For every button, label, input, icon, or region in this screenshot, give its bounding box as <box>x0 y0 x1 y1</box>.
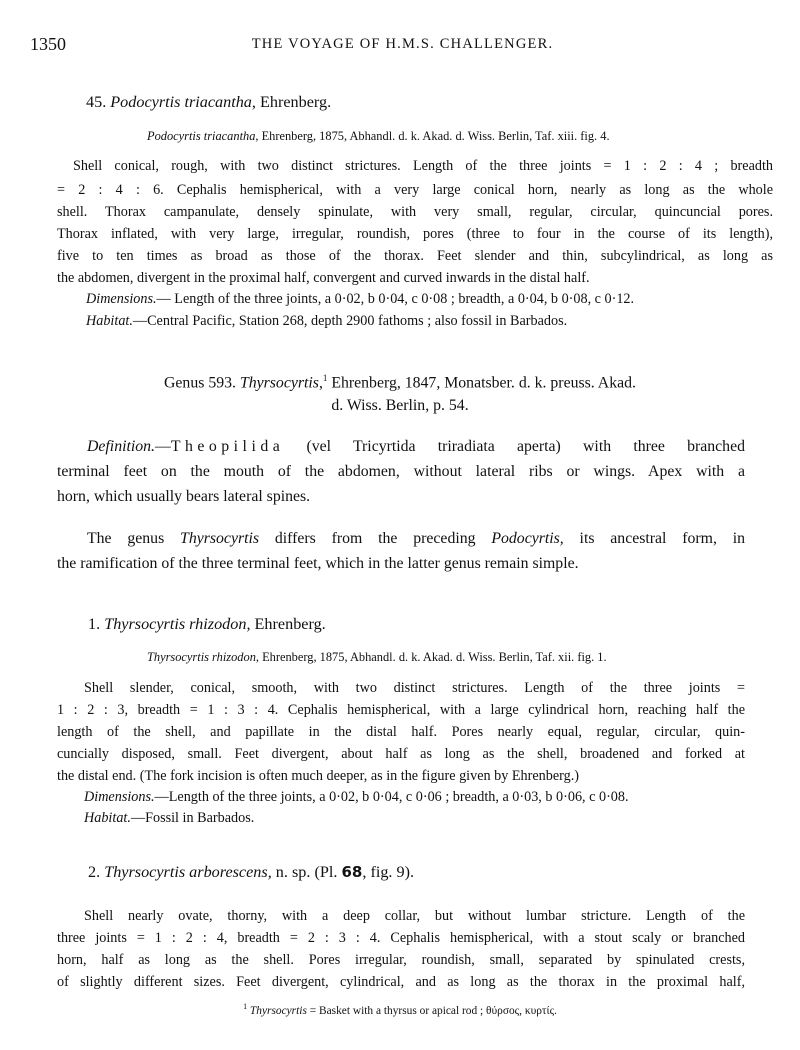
species-heading-text: n. sp. (Pl. <box>271 863 342 881</box>
habitat-text: —Fossil in Barbados. <box>130 810 255 826</box>
species-45-desc-line: five to ten times as broad as those of the thorax. Feet slender and thin, subcylindrical, as long as <box>57 248 773 264</box>
species-45-desc-line: shell. Thorax campanulate, densely spinulate, with very small, regular, circular, quincuncial pores. <box>57 204 773 220</box>
footnote <box>0 1002 800 1017</box>
species-45-heading <box>86 93 686 112</box>
species-45-desc-line: Shell conical, rough, with two distinct strictures. Length of the three joints = 1 : 2 : 4 ; breadth <box>73 158 773 174</box>
species-name: Thyrsocyrtis arborescens, <box>104 863 272 881</box>
footnote-term: Thyrsocyrtis <box>249 1004 307 1017</box>
species-authority: , Ehrenberg. <box>251 93 332 111</box>
genus-prefix: Genus 593. <box>164 374 240 392</box>
species-number: 45. <box>86 93 107 111</box>
remark-text: The genus <box>87 530 181 547</box>
species-2-desc-line: three joints = 1 : 2 : 4, breadth = 2 : 3 : 4. Cephalis hemispherical, with a stout scaly or branched <box>57 930 745 946</box>
species-2-heading <box>88 863 688 882</box>
species-number: 2. <box>88 863 101 881</box>
species-1-reference <box>147 650 767 665</box>
species-name: Thyrsocyrtis rhizodon, <box>104 615 251 633</box>
genus-heading-line-1: Genus 593. Thyrsocyrtis,$^1$ Ehrenberg, 1847, Monatsber. d. k. preuss. Akad. <box>164 373 636 392</box>
remark-text: differs from the preceding <box>259 530 492 547</box>
footnote-text: = Basket with a thyrsus or apical rod ; θύρσος, κυρτίς. <box>306 1004 557 1017</box>
species-2-desc-line: Shell nearly ovate, thorny, with a deep collar, but without lumbar stricture. Length of the <box>84 908 745 924</box>
species-1-desc-line: the distal end. (The fork incision is often much deeper, as in the figure given by Ehrenberg.) <box>57 768 579 784</box>
reference-name: Thyrsocyrtis rhizodon <box>147 650 256 664</box>
page-number: 1350 <box>30 34 66 54</box>
habitat-text: —Central Pacific, Station 268, depth 2900 fathoms ; also fossil in Barbados. <box>132 313 568 329</box>
remark-genus-name: Podocyrtis, <box>491 530 564 547</box>
species-45-reference <box>147 129 767 144</box>
species-1-desc-line: 1 : 2 : 3, breadth = 1 : 3 : 4. Cephalis hemispherical, with a large cylindrical horn, reaching half the <box>57 702 745 718</box>
species-1-habitat <box>84 810 774 827</box>
species-2-desc-line: horn, half as long as the shell. Pores irregular, roundish, small, separated by spinulated crests, <box>57 952 745 968</box>
definition-family: Theopilida <box>170 438 285 455</box>
species-45-desc-line: = 2 : 4 : 6. Cephalis hemispherical, with a very large conical horn, nearly as long as the whole <box>57 182 773 198</box>
species-name: Podocyrtis triacantha <box>110 93 252 111</box>
habitat-label: Habitat. <box>84 810 131 826</box>
page-header <box>30 34 775 60</box>
species-heading-text: , fig. 9). <box>362 863 415 881</box>
definition-label: Definition. <box>87 438 156 455</box>
species-number: 1. <box>88 615 101 633</box>
species-45-dimensions <box>86 291 776 308</box>
species-authority: Ehrenberg. <box>250 615 326 633</box>
dimensions-text: — Length of the three joints, a 0·02, b 0·04, c 0·08 ; breadth, a 0·04, b 0·08, c 0·12. <box>156 291 635 307</box>
species-45-desc-line: Thorax inflated, with very large, irregular, roundish, pores (three to four in the course of its length), <box>57 226 773 242</box>
remark-genus-name: Thyrsocyrtis <box>180 530 260 547</box>
genus-remark-line-1 <box>87 530 745 548</box>
species-1-desc-line: cuncially disposed, small. Feet divergent, about half as long as the shell, broadened and forked at <box>57 746 745 762</box>
reference-text: , Ehrenberg, 1875, Abhandl. d. k. Akad. d. Wiss. Berlin, Taf. xii. fig. 1. <box>255 650 607 664</box>
species-45-desc-line: the abdomen, divergent in the proximal half, convergent and curved inwards in the distal half. <box>57 270 590 286</box>
dimensions-label: Dimensions. <box>86 291 157 307</box>
plate-number: 68 <box>341 863 363 881</box>
genus-line1-rest: Ehrenberg, 1847, Monatsber. d. k. preuss. Akad. <box>327 374 636 392</box>
reference-text: , Ehrenberg, 1875, Abhandl. d. k. Akad. d. Wiss. Berlin, Taf. xiii. fig. 4. <box>255 129 610 143</box>
dimensions-text: —Length of the three joints, a 0·02, b 0·04, c 0·06 ; breadth, a 0·03, b 0·06, c 0·08. <box>154 789 629 805</box>
species-1-desc-line: Shell slender, conical, smooth, with two distinct strictures. Length of the three joints = <box>84 680 745 696</box>
genus-heading-line-2: d. Wiss. Berlin, p. 54. <box>331 397 469 414</box>
reference-name: Podocyrtis triacantha <box>147 129 256 143</box>
genus-remark-line-2: the ramification of the three terminal feet, which in the latter genus remain simple. <box>57 555 579 572</box>
definition-dash: — <box>155 438 171 455</box>
genus-definition-line-1 <box>87 438 745 456</box>
remark-text: its ancestral form, in <box>563 530 745 547</box>
footnote-mark: 1 <box>243 1002 248 1011</box>
species-1-desc-line: length of the shell, and papillate in the distal half. Pores nearly equal, regular, circular, quin- <box>57 724 745 740</box>
species-1-heading <box>88 615 688 634</box>
genus-definition-line-2: terminal feet on the mouth of the abdomen, without lateral ribs or wings. Apex with a <box>57 463 745 480</box>
habitat-label: Habitat. <box>86 313 133 329</box>
genus-name: Thyrsocyrtis <box>239 374 319 392</box>
species-1-dimensions <box>84 789 774 806</box>
running-head: THE VOYAGE OF H.M.S. CHALLENGER. <box>251 36 554 52</box>
species-2-desc-line: of slightly different sizes. Feet divergent, cylindrical, and as long as the thorax in the proximal half, <box>57 974 745 990</box>
definition-text: (vel Tricyrtida triradiata aperta) with three branched <box>284 438 745 455</box>
species-45-habitat <box>86 313 776 330</box>
footnote-mark: 1 <box>322 373 328 383</box>
genus-definition-line-3: horn, which usually bears lateral spines. <box>57 488 311 505</box>
dimensions-label: Dimensions. <box>84 789 155 805</box>
